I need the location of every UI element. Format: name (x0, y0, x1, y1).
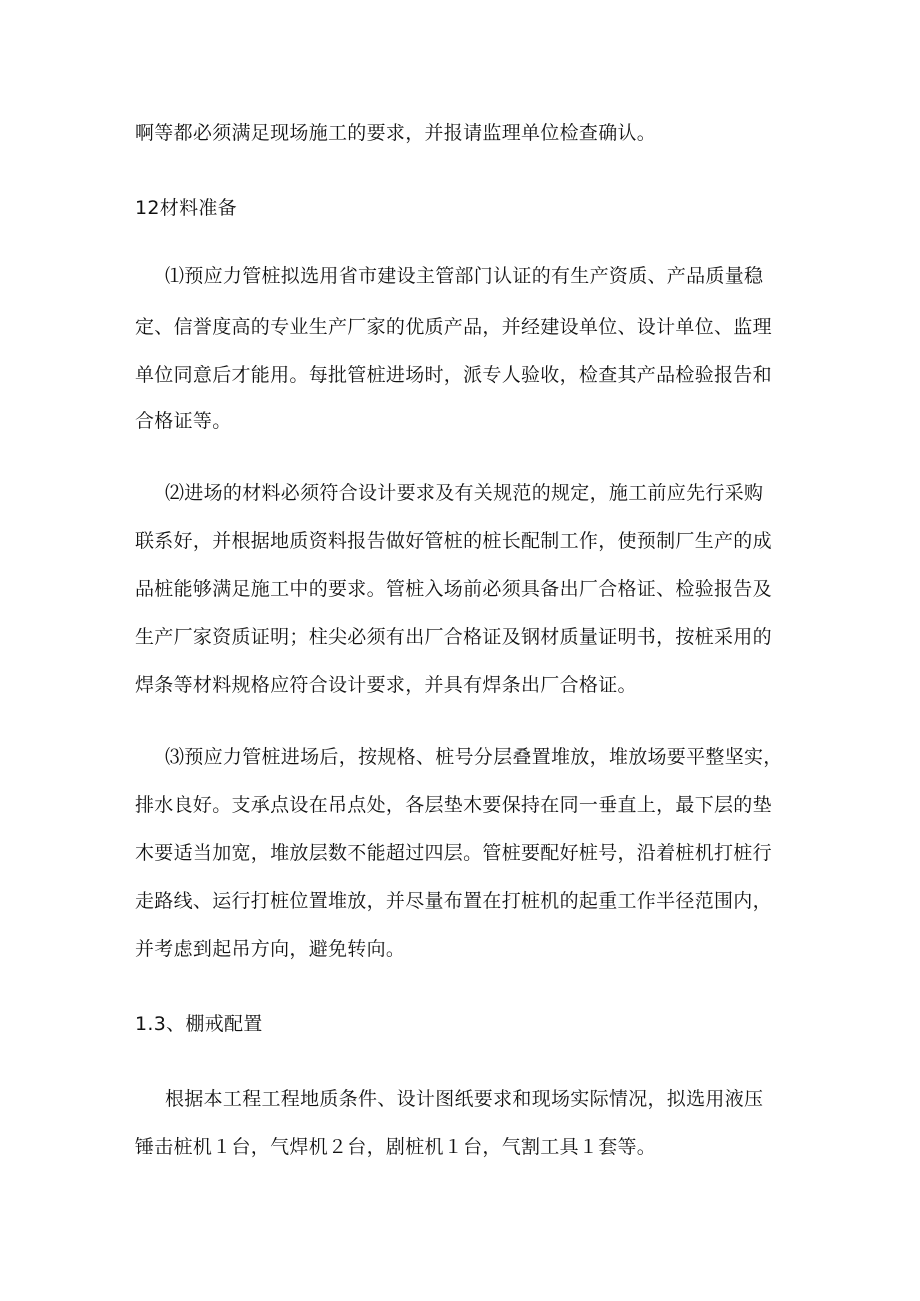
paragraph-continuation: 啊等都必须满足现场施工的要求，并报请监理单位检查确认。 (135, 122, 657, 144)
paragraph-line: 排水良好。支承点设在吊点处，各层垫木要保持在同一垂直上，最下层的垫 (135, 794, 772, 816)
paragraph-line: ⑵进场的材料必须符合设计要求及有关规范的规定，施工前应先行采购 (165, 482, 764, 504)
paragraph-line: 定、信誉度高的专业生产厂家的优质产品，并经建设单位、设计单位、监理 (135, 316, 772, 338)
paragraph-line: 走路线、运行打桩位置堆放，并尽量布置在打桩机的起重工作半径范围内， (135, 890, 772, 912)
paragraph-line: 焊条等材料规格应符合设计要求，并具有焊条出厂合格证。 (135, 674, 637, 696)
paragraph-line: 单位同意后才能用。每批管桩进场时，派专人验收，检查其产品检验报告和 (135, 364, 772, 386)
paragraph-line: ⑴预应力管桩拟选用省市建设主管部门认证的有生产资质、产品质量稳 (165, 265, 764, 287)
paragraph-line: 锤击桩机１台，气焊机２台，剧桩机１台，气割工具１套等。 (135, 1136, 657, 1158)
paragraph-line: 木要适当加宽，堆放层数不能超过四层。管桩要配好桩号，沿着桩机打桩行 (135, 842, 772, 864)
paragraph-line: 联系好，并根据地质资料报告做好管桩的桩长配制工作，使预制厂生产的成 (135, 530, 772, 552)
paragraph-line: 品桩能够满足施工中的要求。管桩入场前必须具备出厂合格证、检验报告及 (135, 578, 772, 600)
paragraph-line: 生产厂家资质证明；柱尖必须有出厂合格证及钢材质量证明书，按桩采用的 (135, 626, 772, 648)
paragraph-line: 合格证等。 (135, 410, 232, 432)
paragraph-line: 根据本工程工程地质条件、设计图纸要求和现场实际情况，拟选用液压 (165, 1088, 764, 1110)
paragraph-line: 并考虑到起吊方向，避免转向。 (135, 938, 406, 960)
section-heading-12: 12材料准备 (135, 197, 237, 219)
section-heading-13: 1.3、棚戒配置 (135, 1013, 263, 1035)
paragraph-line: ⑶预应力管桩进场后，按规格、桩号分层叠置堆放，堆放场要平整坚实， (165, 746, 783, 768)
